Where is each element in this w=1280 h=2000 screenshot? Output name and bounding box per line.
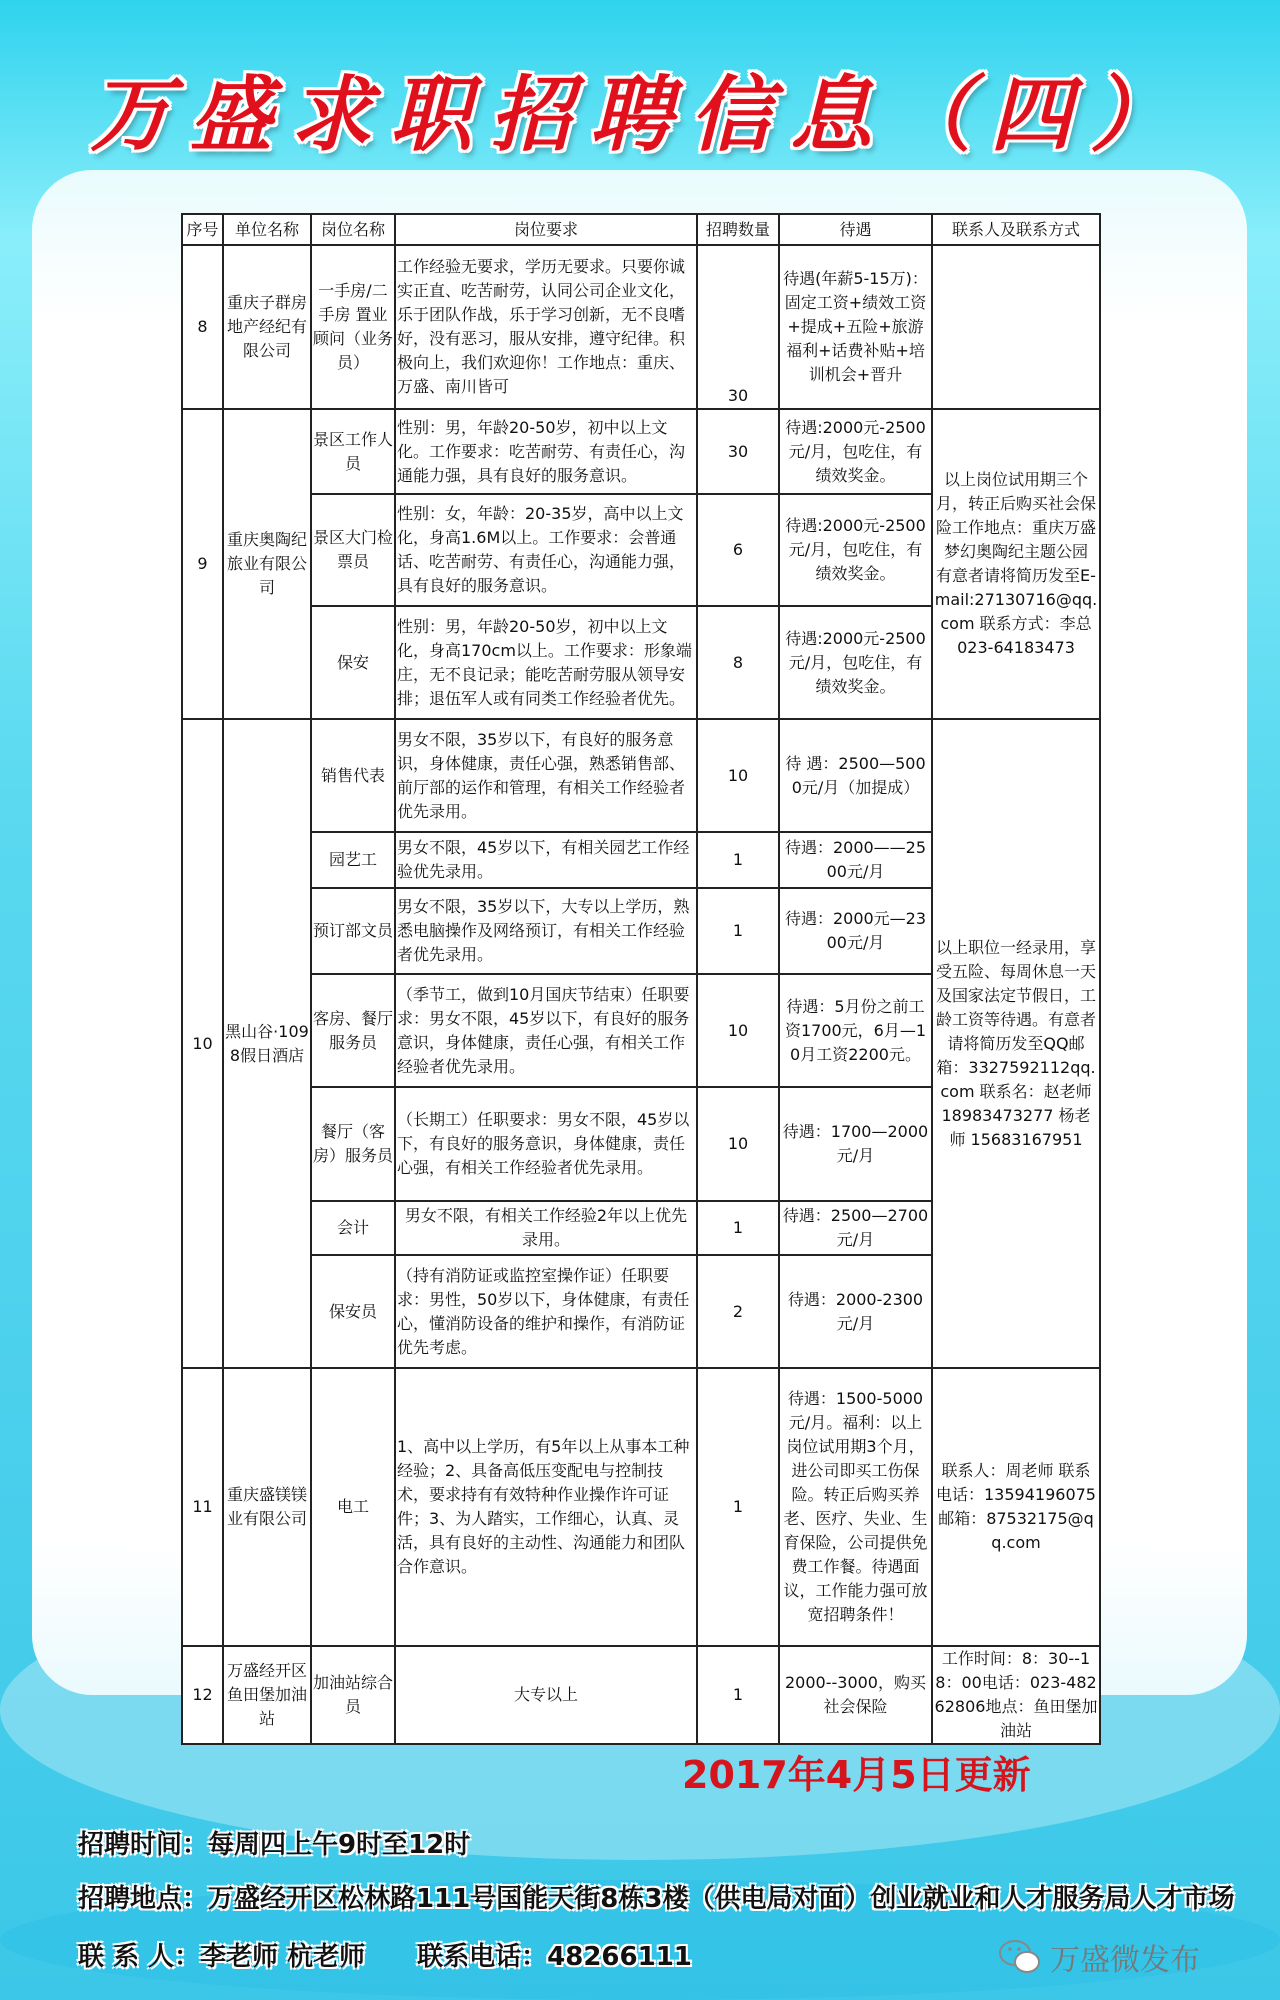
- cell-position: 保安: [311, 606, 395, 719]
- wechat-icon: [998, 1937, 1042, 1977]
- cell-count: 1: [697, 1201, 779, 1255]
- cell-pay: 待遇：5月份之前工资1700元，6月—10月工资2200元。: [779, 974, 932, 1087]
- header-count: 招聘数量: [697, 214, 779, 245]
- header-no: 序号: [182, 214, 223, 245]
- cell-count: 10: [697, 719, 779, 832]
- job-table: [181, 213, 1101, 1745]
- watermark-text: 万盛微发布: [1050, 1943, 1200, 1978]
- cell-pay: 待遇：1500-5000元/月。福利：以上岗位试用期3个月，进公司即买工伤保险。转正后购买养老、医疗、失业、生育保险，公司提供免费工作餐。待遇面议，工作能力强可放宽招聘条件！: [779, 1368, 932, 1646]
- cell-requirements: 1、高中以上学历，有5年以上从事本工种经验；2、具备高低压变配电与控制技术，要求持有有效特种作业操作许可证件；3、为人踏实，工作细心，认真、灵活，具有良好的主动性、沟通能力和团队合作意识。: [395, 1368, 697, 1646]
- table-header-row: [182, 214, 1100, 245]
- cell-requirements: 男女不限，有相关工作经验2年以上优先录用。: [395, 1201, 697, 1255]
- cell-position: 销售代表: [311, 719, 395, 832]
- cell-contact: 工作时间：8：30--18：00电话：023-48262806地点：鱼田堡加油站: [932, 1646, 1100, 1744]
- cell-no: 10: [182, 719, 223, 1368]
- cell-company: 重庆盛镁镁业有限公司: [223, 1368, 311, 1646]
- cell-count: 30: [697, 409, 779, 494]
- cell-company: 黑山谷·1098假日酒店: [223, 719, 311, 1368]
- cell-company: 重庆子群房地产经纪有限公司: [223, 245, 311, 409]
- cell-count: 1: [697, 832, 779, 888]
- cell-requirements: 性别：男，年龄20-50岁，初中以上文化，身高170cm以上。工作要求：形象端庄，无不良记录；能吃苦耐劳服从领导安排；退伍军人或有同类工作经验者优先。: [395, 606, 697, 719]
- cell-requirements: 大专以上: [395, 1646, 697, 1744]
- cell-company: 万盛经开区鱼田堡加油站: [223, 1646, 311, 1744]
- cell-position: 预订部文员: [311, 888, 395, 974]
- table-row: [182, 409, 1100, 494]
- cell-position: 加油站综合员: [311, 1646, 395, 1744]
- cell-requirements: 性别：男，年龄20-50岁，初中以上文化。工作要求：吃苦耐劳、有责任心，沟通能力强，具有良好的服务意识。: [395, 409, 697, 494]
- content-flow: [0, 213, 1280, 1979]
- cell-requirements: 男女不限，45岁以下，有相关园艺工作经验优先录用。: [395, 832, 697, 888]
- cell-no: 8: [182, 245, 223, 409]
- cell-no: 12: [182, 1646, 223, 1744]
- cell-position: 景区工作人员: [311, 409, 395, 494]
- cell-contact: 联系人：周老师 联系电话：13594196075 邮箱：87532175@qq.com: [932, 1368, 1100, 1646]
- cell-position: 一手房/二手房 置业顾问（业务员）: [311, 245, 395, 409]
- cell-pay: 待遇：2000——2500元/月: [779, 832, 932, 888]
- contact-row: [0, 1935, 1200, 1979]
- cell-position: 园艺工: [311, 832, 395, 888]
- cell-count: 10: [697, 974, 779, 1087]
- cell-contact: 以上职位一经录用，享受五险、每周休息一天及国家法定节假日，工龄工资等待遇。有意者请将简历发至QQ邮箱：3327592112qq.com 联系名：赵老师 18983473277 杨老师 15683167951: [932, 719, 1100, 1368]
- cell-pay: 待遇：2000-2300元/月: [779, 1255, 932, 1368]
- header-pay: 待遇: [779, 214, 932, 245]
- cell-pay: 待遇：2500—2700元/月: [779, 1201, 932, 1255]
- page-title: 万盛求职招聘信息（四）: [90, 67, 1190, 163]
- contact-info: 联 系 人：李老师 杭老师 联系电话：48266111: [78, 1942, 692, 1972]
- header-company: 单位名称: [223, 214, 311, 245]
- cell-pay: 2000--3000，购买社会保险: [779, 1646, 932, 1744]
- cell-count: 30: [697, 245, 779, 409]
- cell-count: 2: [697, 1255, 779, 1368]
- cell-position: 保安员: [311, 1255, 395, 1368]
- cell-pay: 待遇：2000元—2300元/月: [779, 888, 932, 974]
- cell-requirements: （季节工，做到10月国庆节结束）任职要求：男女不限，45岁以下，有良好的服务意识，身体健康，责任心强，有相关工作经验者优先录用。: [395, 974, 697, 1087]
- cell-pay: 待遇:2000元-2500元/月，包吃住，有绩效奖金。: [779, 409, 932, 494]
- cell-pay: 待遇:2000元-2500元/月，包吃住，有绩效奖金。: [779, 494, 932, 606]
- cell-company: 重庆奥陶纪旅业有限公司: [223, 409, 311, 719]
- cell-count: 6: [697, 494, 779, 606]
- cell-position: 餐厅（客房）服务员: [311, 1087, 395, 1201]
- cell-count: 10: [697, 1087, 779, 1201]
- header-contact: 联系人及联系方式: [932, 214, 1100, 245]
- table-row: [182, 1368, 1100, 1646]
- cell-count: 8: [697, 606, 779, 719]
- cell-requirements: 性别：女，年龄：20-35岁，高中以上文化，身高1.6M以上。工作要求：会普通话、吃苦耐劳、有责任心，沟通能力强，具有良好的服务意识。: [395, 494, 697, 606]
- cell-position: 景区大门检票员: [311, 494, 395, 606]
- cell-contact: [932, 245, 1100, 409]
- recruit-time: 招聘时间：每周四上午9时至12时: [78, 1830, 471, 1860]
- cell-no: 11: [182, 1368, 223, 1646]
- cell-count: 1: [697, 1368, 779, 1646]
- header-requirements: 岗位要求: [395, 214, 697, 245]
- recruit-place: 招聘地点：万盛经开区松林路111号国能天街8栋3楼（供电局对面）创业就业和人才服务局人才市场: [78, 1884, 1235, 1914]
- cell-requirements: （持有消防证或监控室操作证）任职要求：男性，50岁以下，身体健康，有责任心，懂消防设备的维护和操作，有消防证优先考虑。: [395, 1255, 697, 1368]
- cell-position: 客房、餐厅服务员: [311, 974, 395, 1087]
- cell-no: 9: [182, 409, 223, 719]
- cell-pay: 待遇：1700—2000元/月: [779, 1087, 932, 1201]
- cell-requirements: 工作经验无要求，学历无要求。只要你诚实正直、吃苦耐劳，认同公司企业文化，乐于团队作战，乐于学习创新，无不良嗜好，没有恶习，服从安排，遵守纪律。积极向上，我们欢迎你！工作地点：重庆、万盛、南川皆可: [395, 245, 697, 409]
- cell-contact: 以上岗位试用期三个月，转正后购买社会保险工作地点：重庆万盛梦幻奥陶纪主题公园 有意者请将简历发至E-mail:27130716@qq.com 联系方式：李总 023-64183473: [932, 409, 1100, 719]
- cell-pay: 待遇:2000元-2500元/月，包吃住，有绩效奖金。: [779, 606, 932, 719]
- cell-requirements: （长期工）任职要求：男女不限，45岁以下，有良好的服务意识，身体健康，责任心强，有相关工作经验者优先录用。: [395, 1087, 697, 1201]
- cell-count: 1: [697, 888, 779, 974]
- table-row: [182, 719, 1100, 832]
- cell-pay: 待 遇：2500—5000元/月（加提成）: [779, 719, 932, 832]
- table-row: [182, 1646, 1100, 1744]
- watermark: [998, 1935, 1200, 1979]
- cell-pay: 待遇(年薪5-15万)：固定工资+绩效工资+提成+五险+旅游福利+话费补贴+培训机会+晋升: [779, 245, 932, 409]
- cell-position: 会计: [311, 1201, 395, 1255]
- cell-position: 电工: [311, 1368, 395, 1646]
- cell-requirements: 男女不限，35岁以下，大专以上学历，熟悉电脑操作及网络预订，有相关工作经验者优先录用。: [395, 888, 697, 974]
- cell-requirements: 男女不限，35岁以下，有良好的服务意识，身体健康，责任心强，熟悉销售部、前厅部的运作和管理，有相关工作经验者优先录用。: [395, 719, 697, 832]
- update-date: 2017年4月5日更新: [682, 1753, 1031, 1797]
- header-position: 岗位名称: [311, 214, 395, 245]
- table-row: [182, 245, 1100, 409]
- cell-count: 1: [697, 1646, 779, 1744]
